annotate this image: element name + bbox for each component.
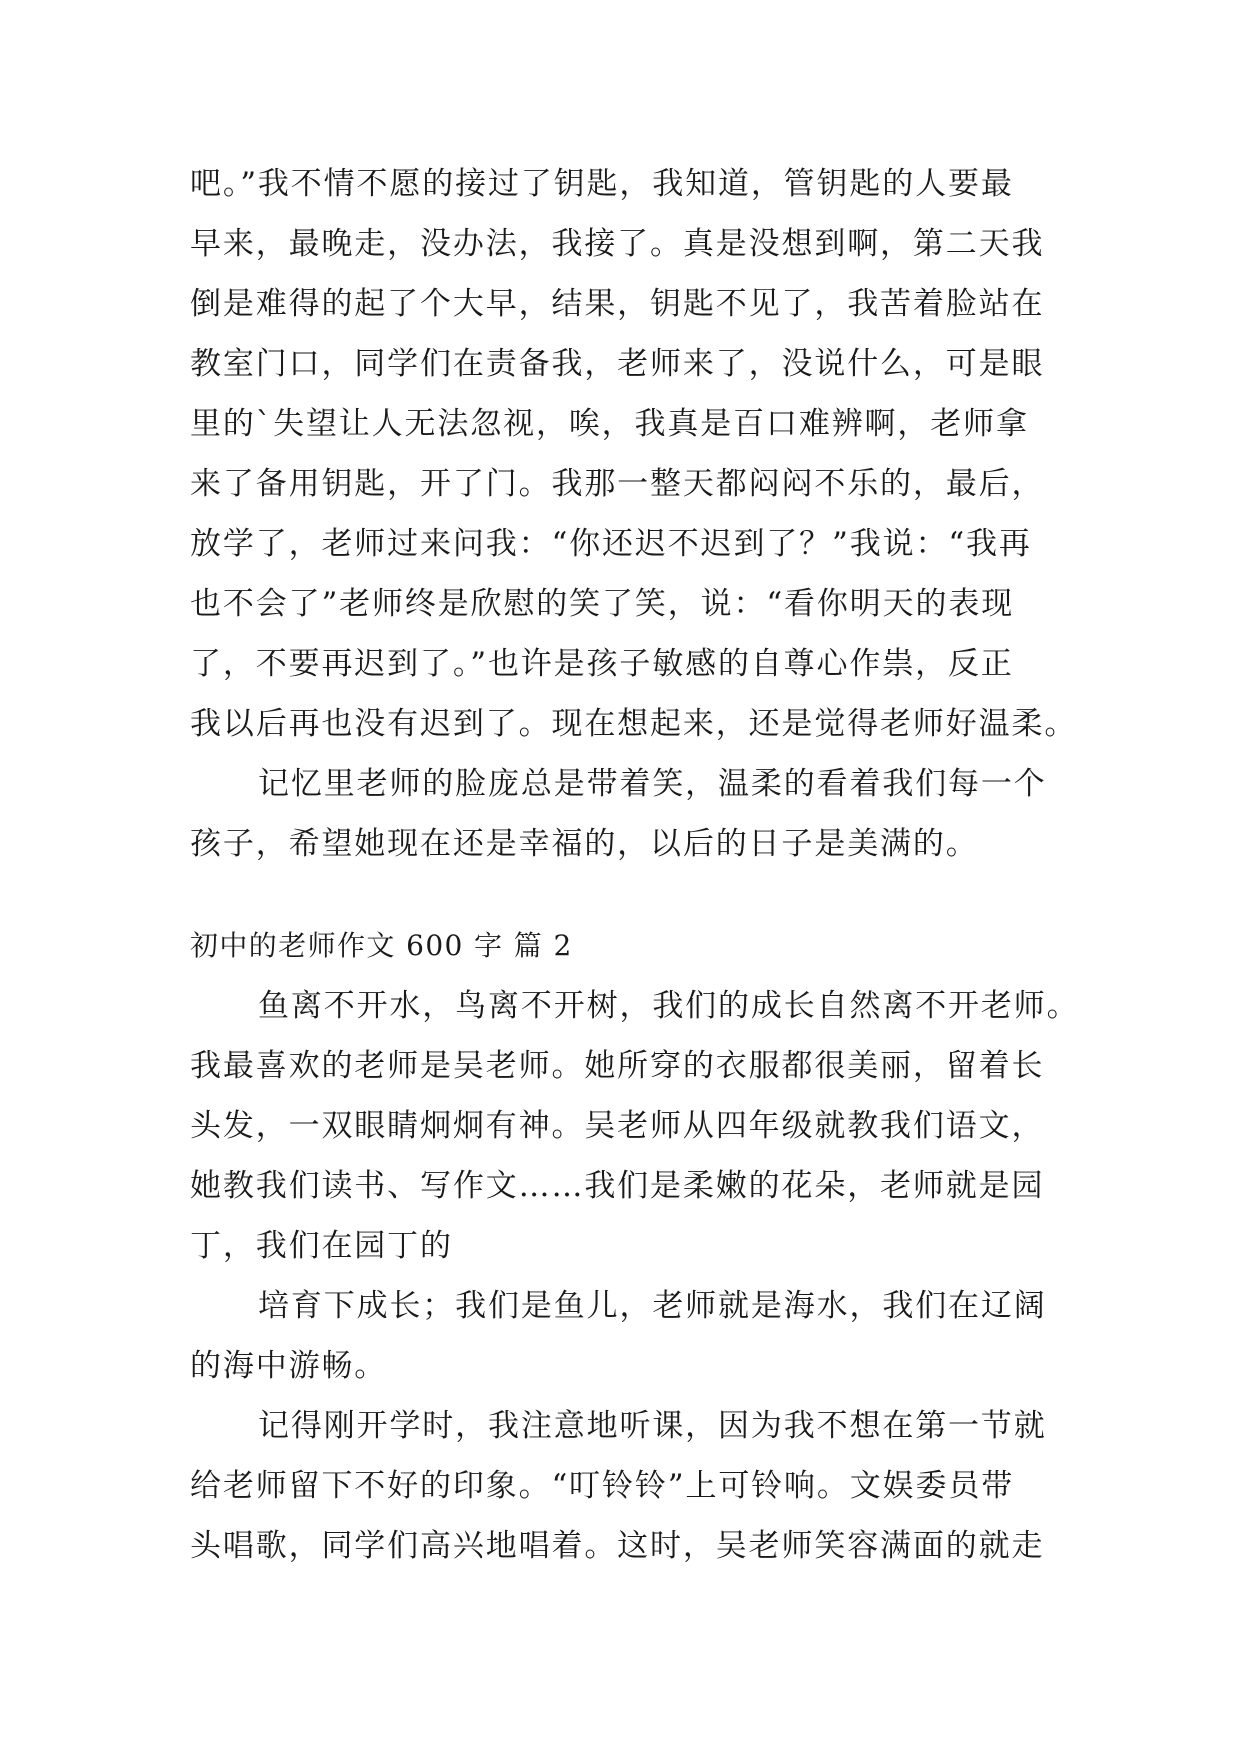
text-line: 的海中游畅。 <box>190 1348 388 1384</box>
text-line: 我最喜欢的老师是吴老师。她所穿的衣服都很美丽，留着长 <box>190 1048 1045 1084</box>
text-line: 倒是难得的起了个大早，结果，钥匙不见了，我苦着脸站在 <box>190 286 1045 322</box>
paragraph-start-line: 记得刚开学时，我注意地听课，因为我不想在第一节就 <box>258 1408 1047 1444</box>
text-line: 头发，一双眼睛炯炯有神。吴老师从四年级就教我们语文， <box>190 1108 1045 1144</box>
text-line: 我以后再也没有迟到了。现在想起来，还是觉得老师好温柔。 <box>190 706 1078 742</box>
text-line: 丁，我们在园丁的 <box>190 1228 453 1264</box>
text-line: 吧。”我不情不愿的接过了钥匙，我知道，管钥匙的人要最 <box>190 166 1014 202</box>
text-line: 教室门口，同学们在责备我，老师来了，没说什么，可是眼 <box>190 346 1045 382</box>
paragraph-start-line: 鱼离不开水，鸟离不开树，我们的成长自然离不开老师。 <box>258 988 1080 1024</box>
section-title: 初中的老师作文 600 字 篇 2 <box>190 929 573 962</box>
text-line: 了，不要再迟到了。”也许是孩子敏感的自尊心作祟，反正 <box>190 646 1014 682</box>
text-line: 也不会了”老师终是欣慰的笑了笑，说：“看你明天的表现 <box>190 586 1015 622</box>
essay-part-1 <box>190 154 1078 874</box>
text-line: 孩子，希望她现在还是幸福的，以后的日子是美满的。 <box>190 826 979 862</box>
text-line: 早来，最晚走，没办法，我接了。真是没想到啊，第二天我 <box>190 226 1045 262</box>
text-line: 放学了，老师过来问我：“你还迟不迟到了？”我说：“我再 <box>190 526 1032 562</box>
text-line: 给老师留下不好的印象。“叮铃铃”上可铃响。文娱委员带 <box>190 1468 1015 1504</box>
paragraph-start-line: 培育下成长；我们是鱼儿，老师就是海水，我们在辽阔 <box>258 1288 1047 1324</box>
essay-part-2 <box>190 976 1080 1576</box>
text-line: 里的`失望让人无法忽视，唉，我真是百口难辨啊，老师拿 <box>190 406 1029 442</box>
text-line: 她教我们读书、写作文……我们是柔嫩的花朵，老师就是园 <box>190 1168 1045 1204</box>
text-line: 来了备用钥匙，开了门。我那一整天都闷闷不乐的，最后， <box>190 466 1045 502</box>
paragraph-start-line: 记忆里老师的脸庞总是带着笑，温柔的看着我们每一个 <box>258 766 1047 802</box>
text-line: 头唱歌，同学们高兴地唱着。这时，吴老师笑容满面的就走 <box>190 1528 1045 1564</box>
